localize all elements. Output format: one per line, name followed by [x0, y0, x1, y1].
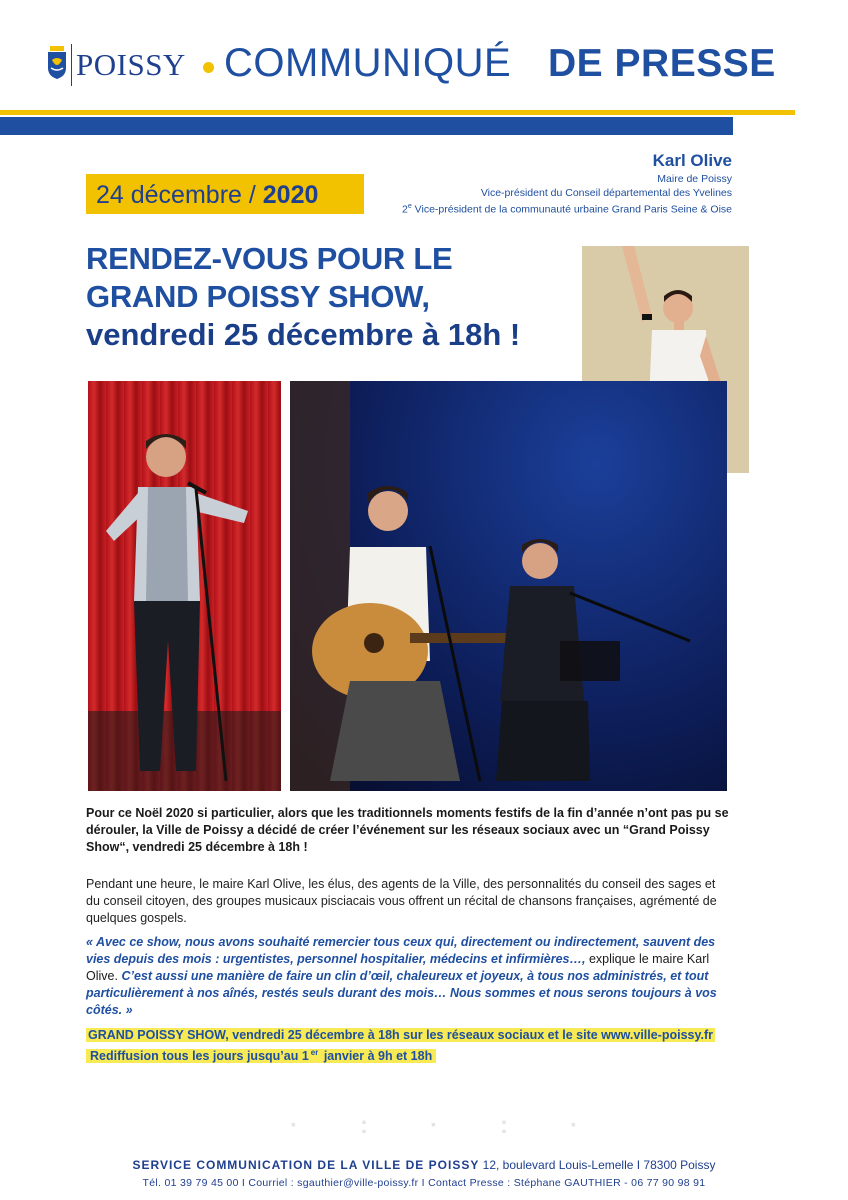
date-year: 2020 [262, 181, 319, 209]
footer-dot-5: · [570, 1112, 578, 1139]
signatory-title-1: Maire de Poissy [657, 173, 732, 185]
footer-address: 12, boulevard Louis-Lemelle I 78300 Poissy [479, 1158, 716, 1172]
signatory-name: Karl Olive [652, 151, 732, 170]
intro-paragraph: Pour ce Noël 2020 si particulier, alors que les traditionnels moments festifs de la fin d’année n’ont pas pu se dérouler, la Ville de Poissy a décidé de créer l’événement sur les réseaux sociaux avec un “Grand Poissy Show“, vendredi 25 décembre à 18h ! [86, 806, 729, 854]
rebroadcast-sup: er [310, 1048, 319, 1057]
footer-dot-4: : [500, 1112, 508, 1139]
stage-illustration [290, 381, 727, 791]
signatory-title-2: Vice-président du Conseil départemental des Yvelines [480, 187, 732, 199]
signatory-title-3-text: Vice-président de la communauté urbaine Grand Paris Seine & Oise [411, 203, 732, 216]
quote-part-2: C’est aussi une manière de faire un clin d’œil, chaleureux et joyeux, à tous nos administrés, et tout particulièrement à nos aînés, restés seuls durant des mois… Nous sommes et nous serons toujours à vos côtés. » [86, 969, 717, 1017]
quote-attribution: explique le maire Karl Olive. [86, 952, 710, 983]
headline-line-3: vendredi 25 décembre à 18h ! [86, 317, 521, 352]
blue-stripe [0, 117, 733, 135]
photo-red-curtain-singer [88, 381, 281, 791]
headline-line-1: RENDEZ-VOUS POUR LE [86, 241, 453, 276]
date-text: 24 décembre / [96, 181, 263, 209]
footer-contact: Tél. 01 39 79 45 00 I Courriel : sgauthier@ville-poissy.fr I Contact Presse : Stéphane GAUTHIER - 06 77 90 98 91 [142, 1177, 706, 1189]
footer-service [0, 1158, 848, 1173]
footer-decoration [0, 1112, 848, 1140]
headline-line-2: GRAND POISSY SHOW, [86, 279, 430, 314]
poissy-crest-icon [46, 46, 68, 80]
letterhead [0, 0, 848, 140]
photo-stage-duo [290, 381, 727, 791]
quote-part-1: « Avec ce show, nous avons souhaité remercier tous ceux qui, directement ou indirectement, sauvent des vies depuis des mois : urgentistes, personnel hospitalier, médecins et infirmières…, [86, 935, 716, 966]
yellow-dot [203, 62, 214, 73]
signatory-block [332, 150, 732, 217]
date-badge [86, 174, 364, 214]
event-highlight [86, 1027, 731, 1065]
rebroadcast-text-end: janvier à 9h et 18h [320, 1049, 433, 1064]
ordinal-number: 2 [402, 203, 408, 216]
title-de-presse: DE PRESSE [548, 42, 776, 85]
quote-paragraph [86, 934, 731, 1019]
footer-dot-3: · [430, 1112, 438, 1139]
signatory-title-3 [332, 200, 732, 217]
brand-divider [71, 44, 72, 86]
footer-dot-1: · [290, 1112, 298, 1139]
headline [86, 240, 576, 354]
brand-name: POISSY [76, 47, 186, 82]
description-paragraph: Pendant une heure, le maire Karl Olive, les élus, des agents de la Ville, des personnalités du conseil des sages et du conseil citoyen, des groupes musicaux pisciacais vous offrent un récital de chansons françaises, agrémenté de quelques gospels. [86, 877, 717, 925]
title-communique: COMMUNIQUÉ [224, 41, 512, 85]
footer-service-name: SERVICE COMMUNICATION DE LA VILLE DE POISSY [132, 1158, 480, 1172]
red-curtain-illustration [88, 381, 281, 791]
event-highlight-line-2 [86, 1049, 436, 1063]
rebroadcast-text: Rediffusion tous les jours jusqu’au 1 [90, 1049, 309, 1064]
ordinal-suffix: e [407, 203, 412, 210]
footer-dot-2: : [360, 1112, 368, 1139]
event-highlight-line-1: GRAND POISSY SHOW, vendredi 25 décembre à 18h sur les réseaux sociaux et le site www.ville-poissy.fr [88, 1028, 714, 1042]
yellow-stripe [0, 110, 795, 115]
